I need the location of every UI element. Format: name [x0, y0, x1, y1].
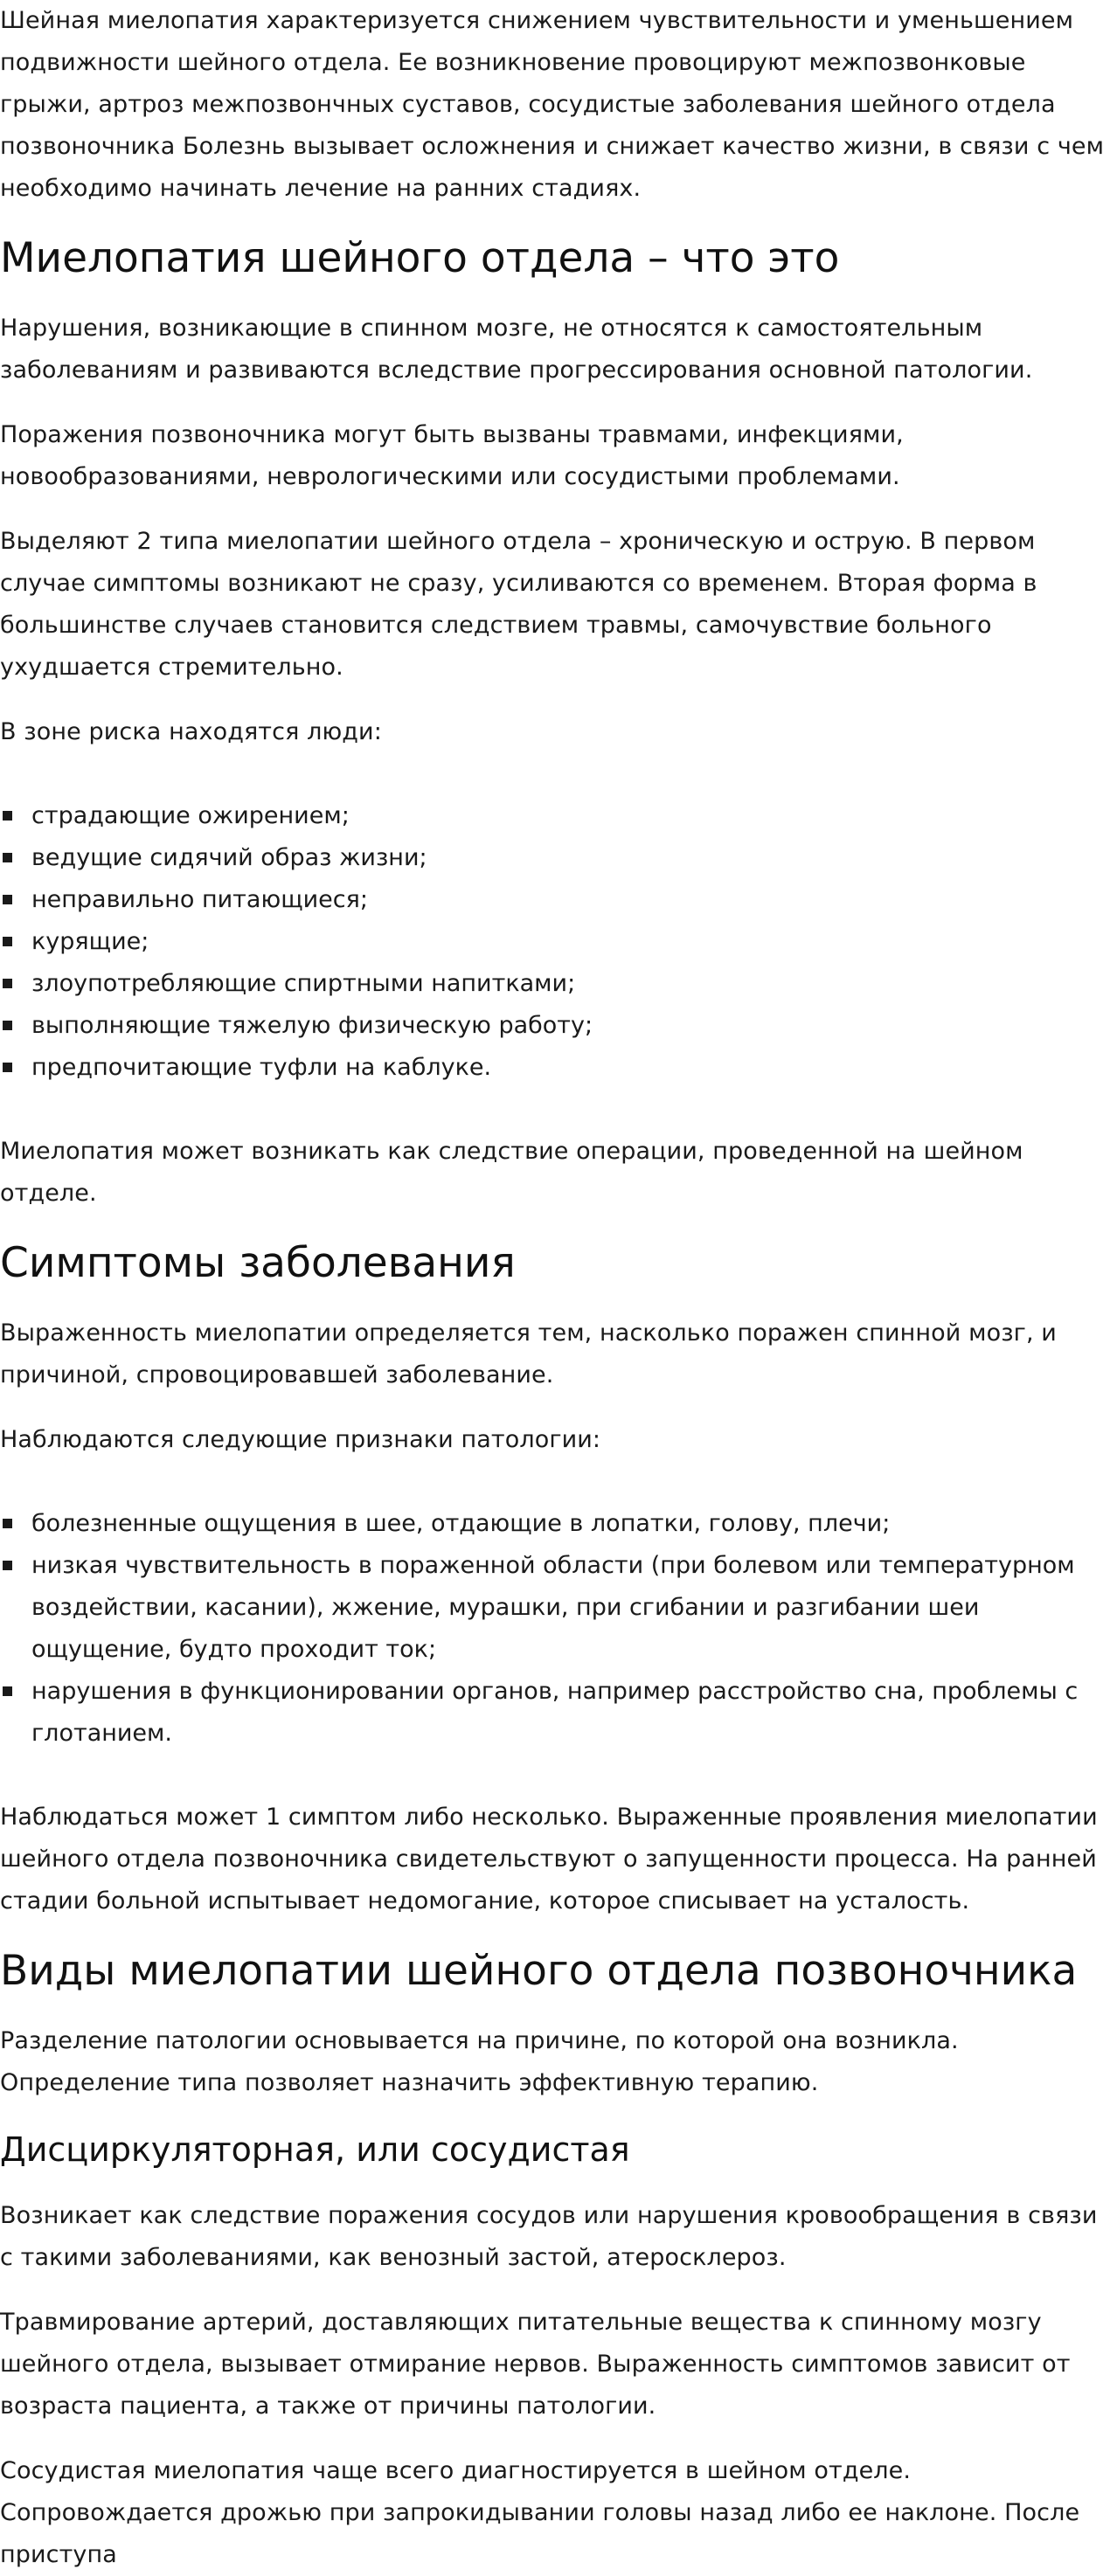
- subsection-heading-vascular: Дисциркуляторная, или сосудистая: [0, 2130, 630, 2169]
- list-item: нарушения в функционировании органов, например расстройство сна, проблемы с глотанием.: [0, 1671, 1110, 1755]
- list-item: курящие;: [0, 921, 1110, 963]
- list-item: выполняющие тяжелую физическую работу;: [0, 1005, 1110, 1047]
- section-heading-what-is: Миелопатия шейного отдела – что это: [0, 234, 840, 282]
- list-item: неправильно питающиеся;: [0, 879, 1110, 921]
- list-item: злоупотребляющие спиртными напитками;: [0, 963, 1110, 1005]
- list-item: страдающие ожирением;: [0, 795, 1110, 837]
- paragraph: Поражения позвоночника могут быть вызваны травмами, инфекциями, новообразованиями, неврологическими или сосудистыми проблемами.: [0, 421, 904, 490]
- paragraph: Разделение патологии основывается на причине, по которой она возникла. Определение типа позволяет назначить эффективную терапию.: [0, 2027, 959, 2096]
- paragraph: Наблюдаться может 1 симптом либо несколько. Выраженные проявления миелопатии шейного отдела позвоночника свидетельствуют о запущенности процесса. На ранней стадии больной испытывает недомогание, которое списывает на усталость.: [0, 1804, 1098, 1915]
- list-item: низкая чувствительность в пораженной области (при болевом или температурном воздействии, касании), жжение, мурашки, при сгибании и разгибании шеи ощущение, будто проходит ток;: [0, 1545, 1110, 1671]
- list-item: болезненные ощущения в шее, отдающие в лопатки, голову, плечи;: [0, 1503, 1110, 1545]
- symptom-list: [0, 1484, 1110, 1774]
- paragraph: Сосудистая миелопатия чаще всего диагностируется в шейном отделе. Сопровождается дрожью при запрокидывании головы назад либо ее наклоне. После приступа: [0, 2457, 1080, 2568]
- risk-group-list: [0, 776, 1110, 1108]
- list-item: предпочитающие туфли на каблуке.: [0, 1047, 1110, 1089]
- paragraph: Возникает как следствие поражения сосудов или нарушения кровообращения в связи с такими заболеваниями, как венозный застой, атеросклероз.: [0, 2202, 1098, 2271]
- paragraph: Нарушения, возникающие в спинном мозге, не относятся к самостоятельным заболеваниям и развиваются вследствие прогрессирования основной патологии.: [0, 315, 1033, 384]
- list-item: ведущие сидячий образ жизни;: [0, 837, 1110, 879]
- section-heading-symptoms: Симптомы заболевания: [0, 1239, 516, 1287]
- paragraph: Выраженность миелопатии определяется тем, насколько поражен спинной мозг, и причиной, спровоцировавшей заболевание.: [0, 1319, 1057, 1388]
- paragraph: Выделяют 2 типа миелопатии шейного отдела – хроническую и острую. В первом случае симптомы возникают не сразу, усиливаются со временем. Вторая форма в большинстве случаев становится следствием травмы, самочувствие больного ухудшается стремительно.: [0, 528, 1037, 681]
- intro-paragraph: Шейная миелопатия характеризуется снижением чувствительности и уменьшением подвижности шейного отдела. Ее возникновение провоцируют межпозвонковые грыжи, артроз межпозвончных суставов, сосудистые заболевания шейного отдела позвоночника Болезнь вызывает осложнения и снижает качество жизни, в связи с чем необходимо начинать лечение на ранних стадиях.: [0, 7, 1105, 202]
- section-heading-types: Виды миелопатии шейного отдела позвоночника: [0, 1947, 1078, 1995]
- paragraph: Наблюдаются следующие признаки патологии:: [0, 1426, 601, 1453]
- paragraph: В зоне риска находятся люди:: [0, 718, 382, 745]
- paragraph: Миелопатия может возникать как следствие операции, проведенной на шейном отделе.: [0, 1138, 1023, 1207]
- paragraph: Травмирование артерий, доставляющих питательные вещества к спинному мозгу шейного отдела, вызывает отмирание нервов. Выраженность симптомов зависит от возраста пациента, а также от причины патологии.: [0, 2309, 1071, 2420]
